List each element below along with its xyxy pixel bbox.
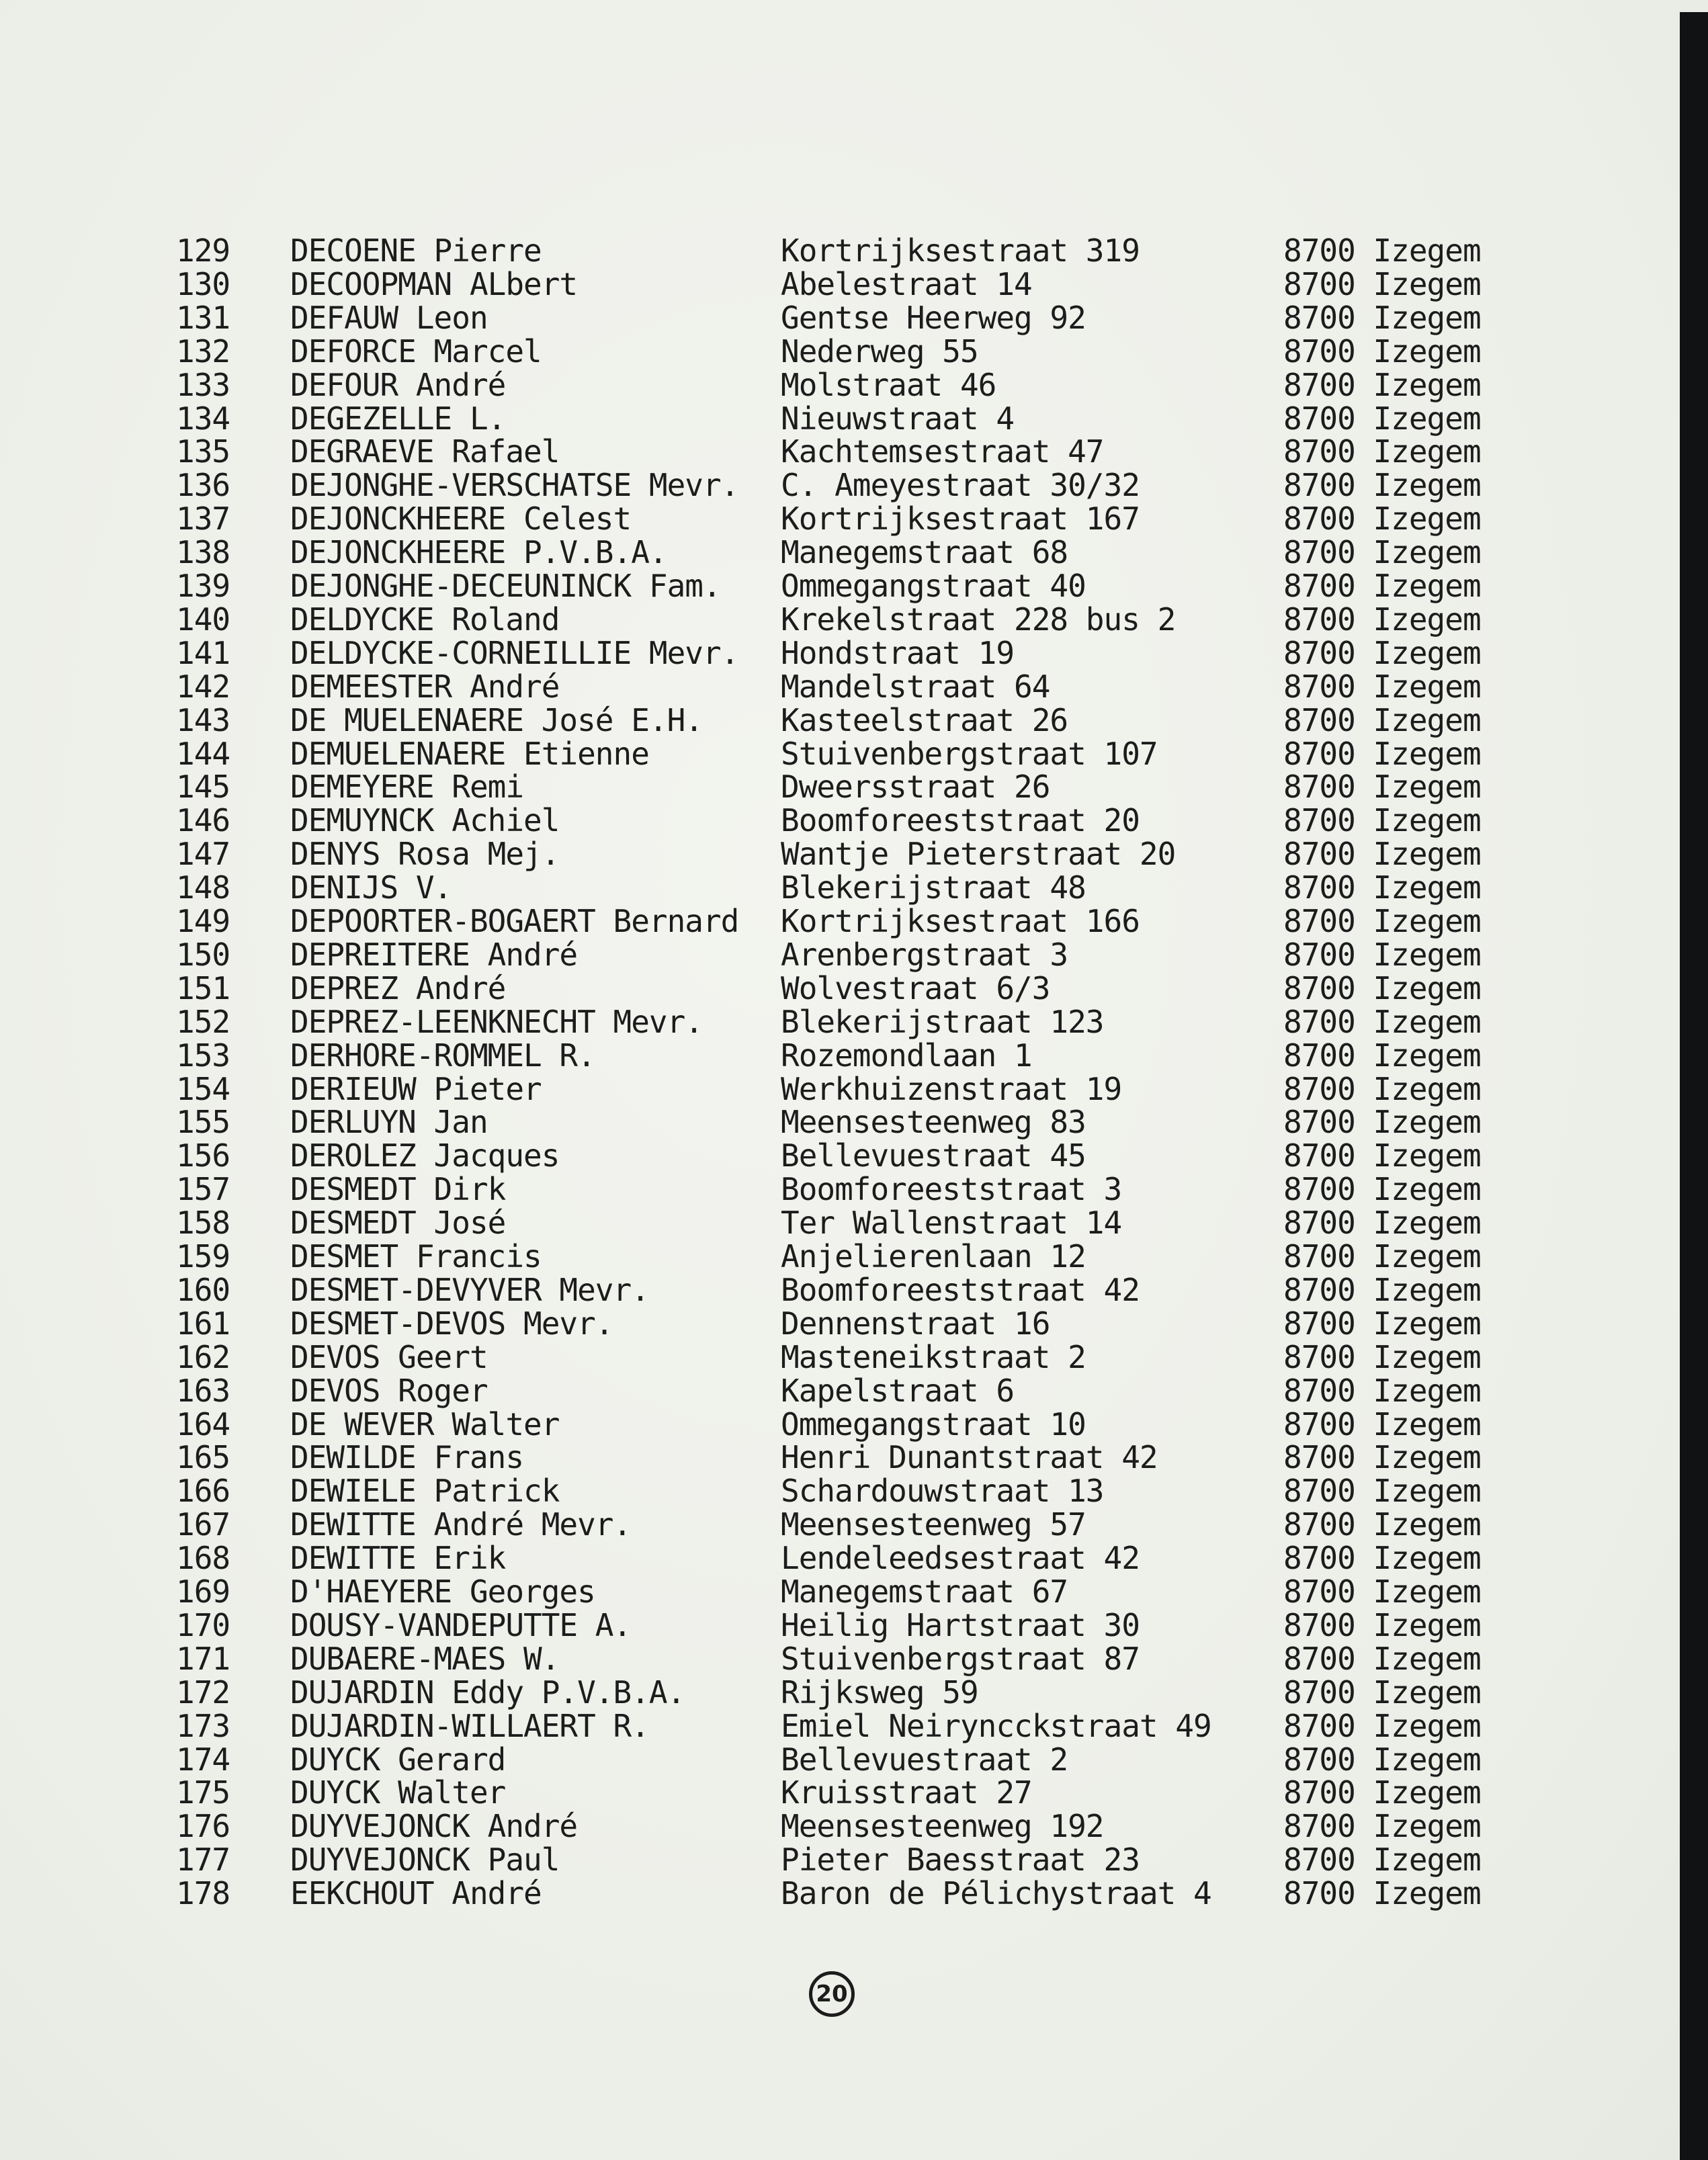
table-row	[0, 1843, 1680, 1876]
member-address: Kortrijksestraat 166	[781, 903, 1140, 939]
member-city: 8700 Izegem	[1283, 1641, 1481, 1677]
row-number: 129	[176, 232, 230, 269]
row-number: 148	[176, 869, 230, 906]
member-name: DESMET-DEVOS Mevr.	[290, 1305, 613, 1342]
member-city: 8700 Izegem	[1283, 668, 1481, 705]
member-address: Manegemstraat 68	[781, 534, 1068, 570]
table-row	[0, 1408, 1680, 1441]
member-address: Meensesteenweg 192	[781, 1808, 1104, 1844]
row-number: 143	[176, 702, 230, 738]
member-city: 8700 Izegem	[1283, 1674, 1481, 1711]
page-number-badge	[809, 1971, 855, 2017]
table-row	[0, 1105, 1680, 1139]
member-name: DUYVEJONCK Paul	[290, 1842, 560, 1878]
member-address: Wolvestraat 6/3	[781, 970, 1050, 1006]
row-number: 176	[176, 1808, 230, 1844]
member-address: Kruisstraat 27	[781, 1774, 1032, 1811]
row-number: 173	[176, 1708, 230, 1744]
row-number: 141	[176, 635, 230, 671]
row-number: 165	[176, 1439, 230, 1475]
row-number: 174	[176, 1741, 230, 1778]
member-city: 8700 Izegem	[1283, 937, 1481, 973]
table-row	[0, 1709, 1680, 1743]
member-name: DEJONCKHEERE Celest	[290, 501, 632, 537]
member-address: Abelestraat 14	[781, 266, 1032, 302]
member-name: DUYCK Walter	[290, 1774, 506, 1811]
member-city: 8700 Izegem	[1283, 232, 1481, 269]
member-city: 8700 Izegem	[1283, 1607, 1481, 1643]
member-name: DEVOS Geert	[290, 1339, 488, 1375]
table-row	[0, 1541, 1680, 1575]
row-number: 142	[176, 668, 230, 705]
member-name: DEGRAEVE Rafael	[290, 433, 560, 470]
member-city: 8700 Izegem	[1283, 1473, 1481, 1509]
member-address: Wantje Pieterstraat 20	[781, 836, 1176, 872]
table-row	[0, 1340, 1680, 1374]
table-row	[0, 904, 1680, 938]
member-name: DELDYCKE-CORNEILLIE Mevr.	[290, 635, 739, 671]
member-address: Molstraat 46	[781, 367, 996, 403]
row-number: 155	[176, 1104, 230, 1140]
member-city: 8700 Izegem	[1283, 1137, 1481, 1174]
row-number: 135	[176, 433, 230, 470]
table-row	[0, 804, 1680, 837]
member-name: DEROLEZ Jacques	[290, 1137, 560, 1174]
member-city: 8700 Izegem	[1283, 970, 1481, 1006]
table-row	[0, 1206, 1680, 1240]
member-city: 8700 Izegem	[1283, 635, 1481, 671]
member-address: Hondstraat 19	[781, 635, 1015, 671]
table-row	[0, 402, 1680, 435]
row-number: 156	[176, 1137, 230, 1174]
table-row	[0, 1642, 1680, 1676]
member-address: Rijksweg 59	[781, 1674, 978, 1711]
table-row	[0, 335, 1680, 368]
member-name: DUJARDIN-WILLAERT R.	[290, 1708, 649, 1744]
row-number: 140	[176, 601, 230, 638]
member-address: Baron de Pélichystraat 4	[781, 1875, 1211, 1911]
member-address: Meensesteenweg 57	[781, 1506, 1086, 1543]
member-name: DESMET-DEVYVER Mevr.	[290, 1272, 649, 1308]
member-address: Meensesteenweg 83	[781, 1104, 1086, 1140]
table-row	[0, 1809, 1680, 1843]
member-name: DE MUELENAERE José E.H.	[290, 702, 703, 738]
table-row	[0, 603, 1680, 636]
table-row	[0, 1072, 1680, 1106]
member-city: 8700 Izegem	[1283, 769, 1481, 805]
member-address: Emiel Neiryncckstraat 49	[781, 1708, 1211, 1744]
member-address: Henri Dunantstraat 42	[781, 1439, 1158, 1475]
member-city: 8700 Izegem	[1283, 1104, 1481, 1140]
member-city: 8700 Izegem	[1283, 1071, 1481, 1107]
member-name: DEWILDE Frans	[290, 1439, 524, 1475]
row-number: 150	[176, 937, 230, 973]
table-row	[0, 1876, 1680, 1910]
member-city: 8700 Izegem	[1283, 1506, 1481, 1543]
table-row	[0, 234, 1680, 267]
member-address: Boomforeeststraat 42	[781, 1272, 1140, 1308]
member-city: 8700 Izegem	[1283, 736, 1481, 772]
row-number: 145	[176, 769, 230, 805]
member-name: DENIJS V.	[290, 869, 452, 906]
row-number: 172	[176, 1674, 230, 1711]
member-name: DELDYCKE Roland	[290, 601, 560, 638]
table-row	[0, 770, 1680, 804]
table-row	[0, 1307, 1680, 1340]
row-number: 157	[176, 1171, 230, 1207]
member-address: Gentse Heerweg 92	[781, 300, 1086, 336]
member-city: 8700 Izegem	[1283, 1272, 1481, 1308]
member-city: 8700 Izegem	[1283, 1741, 1481, 1778]
member-name: DENYS Rosa Mej.	[290, 836, 560, 872]
member-name: DEFAUW Leon	[290, 300, 488, 336]
member-name: DEPREITERE André	[290, 937, 578, 973]
member-city: 8700 Izegem	[1283, 367, 1481, 403]
member-name: DOUSY-VANDEPUTTE A.	[290, 1607, 632, 1643]
member-city: 8700 Izegem	[1283, 1708, 1481, 1744]
member-address: Lendeleedsestraat 42	[781, 1540, 1140, 1576]
row-number: 152	[176, 1004, 230, 1040]
member-address: Heilig Hartstraat 30	[781, 1607, 1140, 1643]
member-city: 8700 Izegem	[1283, 836, 1481, 872]
row-number: 168	[176, 1540, 230, 1576]
table-row	[0, 1474, 1680, 1508]
member-city: 8700 Izegem	[1283, 501, 1481, 537]
member-name: DEGEZELLE L.	[290, 400, 506, 437]
table-row	[0, 1575, 1680, 1608]
member-address: Rozemondlaan 1	[781, 1037, 1032, 1074]
member-address: Nederweg 55	[781, 333, 978, 370]
row-number: 160	[176, 1272, 230, 1308]
member-name: DEWITTE André Mevr.	[290, 1506, 632, 1543]
member-city: 8700 Izegem	[1283, 1842, 1481, 1878]
member-name: DECOOPMAN ALbert	[290, 266, 578, 302]
member-address: Schardouwstraat 13	[781, 1473, 1104, 1509]
member-name: DEVOS Roger	[290, 1373, 488, 1409]
table-row	[0, 1508, 1680, 1541]
member-address: Kortrijksestraat 167	[781, 501, 1140, 537]
member-name: DEMUYNCK Achiel	[290, 802, 560, 838]
row-number: 177	[176, 1842, 230, 1878]
member-name: DEJONGHE-VERSCHATSE Mevr.	[290, 467, 739, 503]
table-row	[0, 468, 1680, 502]
member-address: Arenbergstraat 3	[781, 937, 1068, 973]
table-row	[0, 871, 1680, 904]
row-number: 149	[176, 903, 230, 939]
member-address: Ter Wallenstraat 14	[781, 1205, 1122, 1241]
member-name: DUYCK Gerard	[290, 1741, 506, 1778]
member-address: Kortrijksestraat 319	[781, 232, 1140, 269]
table-row	[0, 636, 1680, 670]
row-number: 136	[176, 467, 230, 503]
table-row	[0, 535, 1680, 569]
table-row	[0, 837, 1680, 871]
member-city: 8700 Izegem	[1283, 1875, 1481, 1911]
member-city: 8700 Izegem	[1283, 1305, 1481, 1342]
table-row	[0, 368, 1680, 402]
member-name: DUYVEJONCK André	[290, 1808, 578, 1844]
row-number: 166	[176, 1473, 230, 1509]
row-number: 169	[176, 1573, 230, 1610]
table-row	[0, 703, 1680, 737]
member-address: Krekelstraat 228 bus 2	[781, 601, 1176, 638]
member-address: Manegemstraat 67	[781, 1573, 1068, 1610]
row-number: 151	[176, 970, 230, 1006]
member-name: DEFORCE Marcel	[290, 333, 542, 370]
member-name: DECOENE Pierre	[290, 232, 542, 269]
table-row	[0, 1374, 1680, 1408]
member-name: DEMUELENAERE Etienne	[290, 736, 649, 772]
member-city: 8700 Izegem	[1283, 1171, 1481, 1207]
member-city: 8700 Izegem	[1283, 400, 1481, 437]
member-city: 8700 Izegem	[1283, 534, 1481, 570]
member-address: Bellevuestraat 45	[781, 1137, 1086, 1174]
member-address: C. Ameyestraat 30/32	[781, 467, 1140, 503]
member-address: Kachtemsestraat 47	[781, 433, 1104, 470]
table-row	[0, 670, 1680, 703]
member-address: Kasteelstraat 26	[781, 702, 1068, 738]
member-address: Dweersstraat 26	[781, 769, 1050, 805]
row-number: 171	[176, 1641, 230, 1677]
table-row	[0, 1676, 1680, 1709]
table-row	[0, 1273, 1680, 1307]
member-address: Anjelierenlaan 12	[781, 1238, 1086, 1275]
member-name: DE WEVER Walter	[290, 1406, 560, 1442]
member-city: 8700 Izegem	[1283, 467, 1481, 503]
member-name: DESMET Francis	[290, 1238, 542, 1275]
member-name: DEJONCKHEERE P.V.B.A.	[290, 534, 667, 570]
member-name: DEWITTE Erik	[290, 1540, 506, 1576]
row-number: 162	[176, 1339, 230, 1375]
member-city: 8700 Izegem	[1283, 1573, 1481, 1610]
member-city: 8700 Izegem	[1283, 1037, 1481, 1074]
member-address: Ommegangstraat 40	[781, 568, 1086, 604]
member-address: Bellevuestraat 2	[781, 1741, 1068, 1778]
member-address: Masteneikstraat 2	[781, 1339, 1086, 1375]
member-city: 8700 Izegem	[1283, 1439, 1481, 1475]
member-name: DUJARDIN Eddy P.V.B.A.	[290, 1674, 685, 1711]
row-number: 170	[176, 1607, 230, 1643]
member-address: Blekerijstraat 123	[781, 1004, 1104, 1040]
table-row	[0, 1139, 1680, 1172]
member-name: DESMEDT Dirk	[290, 1171, 506, 1207]
row-number: 154	[176, 1071, 230, 1107]
table-row	[0, 569, 1680, 603]
member-name: DERHORE-ROMMEL R.	[290, 1037, 595, 1074]
member-address: Blekerijstraat 48	[781, 869, 1086, 906]
row-number: 137	[176, 501, 230, 537]
member-name: DEWIELE Patrick	[290, 1473, 560, 1509]
member-city: 8700 Izegem	[1283, 1339, 1481, 1375]
row-number: 163	[176, 1373, 230, 1409]
row-number: 146	[176, 802, 230, 838]
member-name: DEPOORTER-BOGAERT Bernard	[290, 903, 739, 939]
row-number: 130	[176, 266, 230, 302]
row-number: 144	[176, 736, 230, 772]
member-city: 8700 Izegem	[1283, 433, 1481, 470]
table-row	[0, 435, 1680, 468]
member-name: DEFOUR André	[290, 367, 506, 403]
member-city: 8700 Izegem	[1283, 1004, 1481, 1040]
table-row	[0, 1005, 1680, 1039]
row-number: 139	[176, 568, 230, 604]
member-address: Boomforeeststraat 3	[781, 1171, 1122, 1207]
member-city: 8700 Izegem	[1283, 1238, 1481, 1275]
row-number: 147	[176, 836, 230, 872]
member-city: 8700 Izegem	[1283, 1808, 1481, 1844]
row-number: 178	[176, 1875, 230, 1911]
row-number: 133	[176, 367, 230, 403]
member-city: 8700 Izegem	[1283, 300, 1481, 336]
table-row	[0, 971, 1680, 1005]
member-address: Mandelstraat 64	[781, 668, 1050, 705]
member-city: 8700 Izegem	[1283, 1774, 1481, 1811]
table-row	[0, 938, 1680, 971]
member-city: 8700 Izegem	[1283, 601, 1481, 638]
row-number: 159	[176, 1238, 230, 1275]
table-row	[0, 1776, 1680, 1809]
row-number: 158	[176, 1205, 230, 1241]
member-name: DERLUYN Jan	[290, 1104, 488, 1140]
table-row	[0, 301, 1680, 335]
member-address: Boomforeeststraat 20	[781, 802, 1140, 838]
table-row	[0, 1608, 1680, 1642]
member-city: 8700 Izegem	[1283, 1373, 1481, 1409]
table-row	[0, 1172, 1680, 1206]
page-number: 20	[816, 1981, 848, 2007]
member-address: Werkhuizenstraat 19	[781, 1071, 1122, 1107]
member-name: DERIEUW Pieter	[290, 1071, 542, 1107]
row-number: 132	[176, 333, 230, 370]
member-city: 8700 Izegem	[1283, 1205, 1481, 1241]
member-city: 8700 Izegem	[1283, 1540, 1481, 1576]
row-number: 131	[176, 300, 230, 336]
table-row	[0, 267, 1680, 301]
member-name: DUBAERE-MAES W.	[290, 1641, 560, 1677]
member-city: 8700 Izegem	[1283, 903, 1481, 939]
member-name: DEPREZ André	[290, 970, 506, 1006]
row-number: 164	[176, 1406, 230, 1442]
member-name: DEMEYERE Remi	[290, 769, 524, 805]
row-number: 175	[176, 1774, 230, 1811]
member-name: DEPREZ-LEENKNECHT Mevr.	[290, 1004, 703, 1040]
member-address: Ommegangstraat 10	[781, 1406, 1086, 1442]
member-address: Pieter Baesstraat 23	[781, 1842, 1140, 1878]
member-name: DESMEDT José	[290, 1205, 506, 1241]
member-city: 8700 Izegem	[1283, 1406, 1481, 1442]
row-number: 134	[176, 400, 230, 437]
row-number: 153	[176, 1037, 230, 1074]
member-address: Stuivenbergstraat 107	[781, 736, 1158, 772]
member-address: Kapelstraat 6	[781, 1373, 1015, 1409]
member-city: 8700 Izegem	[1283, 266, 1481, 302]
row-number: 167	[176, 1506, 230, 1543]
member-address: Stuivenbergstraat 87	[781, 1641, 1140, 1677]
table-row	[0, 1039, 1680, 1072]
member-name: DEJONGHE-DECEUNINCK Fam.	[290, 568, 721, 604]
table-row	[0, 1240, 1680, 1273]
member-city: 8700 Izegem	[1283, 802, 1481, 838]
member-city: 8700 Izegem	[1283, 702, 1481, 738]
row-number: 138	[176, 534, 230, 570]
member-name: EEKCHOUT André	[290, 1875, 542, 1911]
table-row	[0, 1743, 1680, 1776]
member-address: Nieuwstraat 4	[781, 400, 1015, 437]
table-row	[0, 502, 1680, 535]
member-address: Dennenstraat 16	[781, 1305, 1050, 1342]
member-city: 8700 Izegem	[1283, 568, 1481, 604]
member-city: 8700 Izegem	[1283, 333, 1481, 370]
member-city: 8700 Izegem	[1283, 869, 1481, 906]
row-number: 161	[176, 1305, 230, 1342]
member-name: D'HAEYERE Georges	[290, 1573, 595, 1610]
member-name: DEMEESTER André	[290, 668, 560, 705]
table-row	[0, 1440, 1680, 1474]
table-row	[0, 737, 1680, 771]
